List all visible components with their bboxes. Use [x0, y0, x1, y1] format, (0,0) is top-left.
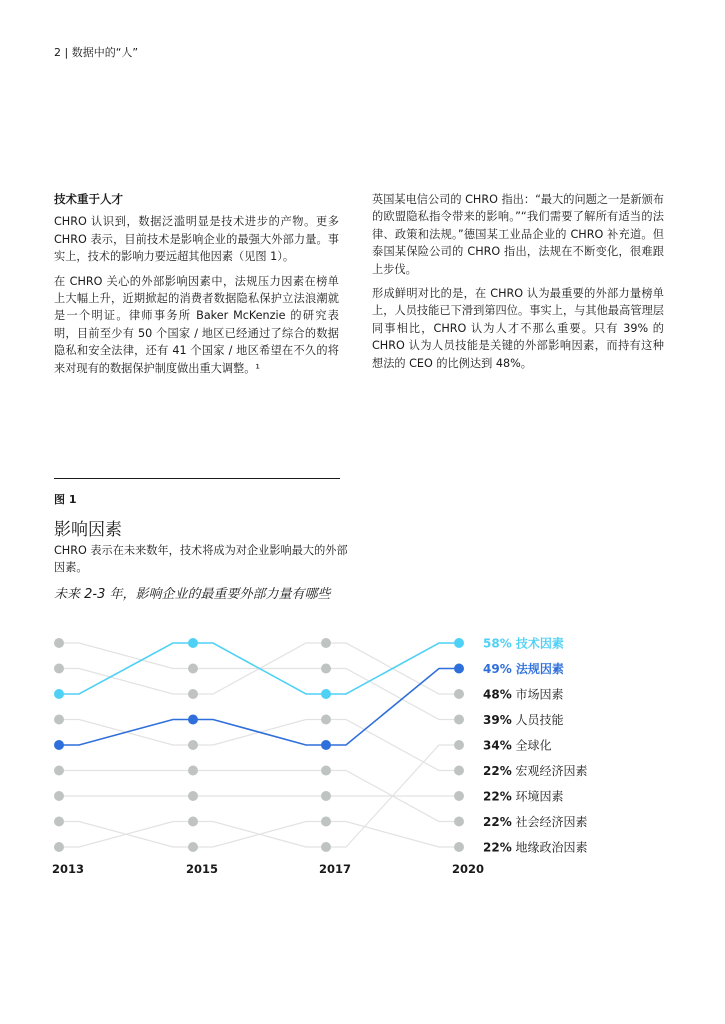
series-point-人员技能-2017	[321, 664, 331, 674]
right-paragraph-2: 形成鲜明对比的是，在 CHRO 认为最重要的外部力量榜单上，人员技能已下滑到第四位。事实上，与其他最高管理层同事相比，CHRO 认为人才不那么重要。只有 39% 的 CHRO 认为人员技能是关键的外部影响因素，而持有这种想法的 CEO 的比例达到 48%。	[372, 287, 664, 370]
series-point-市场因素-2013	[54, 664, 64, 674]
series-point-社会经济因素-2017	[321, 766, 331, 776]
legend-label-技术因素	[483, 636, 564, 651]
legend-label-法规因素	[483, 661, 564, 676]
legend-name: 全球化	[511, 738, 552, 753]
series-point-宏观经济因素-2020	[454, 766, 464, 776]
legend-label-社会经济因素	[483, 814, 588, 829]
legend-name: 社会经济因素	[511, 815, 588, 829]
series-line-法规因素	[59, 669, 459, 746]
series-point-法规因素-2017	[321, 740, 331, 750]
left-paragraph-1: CHRO 认识到，数据泛滥明显是技术进步的产物。更多 CHRO 表示，目前技术是影响企业的最强大外部力量。事实上，技术的影响力要远超其他因素（见图 1）。	[54, 215, 339, 264]
legend-percent: 22%	[483, 840, 512, 855]
series-point-法规因素-2013	[54, 740, 64, 750]
legend-percent: 58%	[483, 636, 512, 651]
legend-name: 环境因素	[511, 789, 564, 804]
chart-x-axis	[52, 862, 484, 876]
series-point-法规因素-2015	[188, 715, 198, 725]
legend-name: 技术因素	[511, 636, 564, 651]
legend-percent: 22%	[483, 764, 512, 778]
series-point-环境因素-2020	[454, 791, 464, 801]
chart-labels	[483, 636, 588, 855]
series-point-地缘政治因素-2017	[321, 817, 331, 827]
figure-label: 图 1	[54, 493, 77, 506]
figure-subtitle: 未来 2-3 年，影响企业的最重要外部力量有哪些	[54, 587, 331, 602]
legend-percent: 49%	[483, 662, 512, 676]
series-point-地缘政治因素-2020	[454, 842, 464, 852]
x-tick-2015: 2015	[185, 862, 219, 876]
legend-percent: 22%	[483, 789, 512, 804]
legend-label-全球化	[483, 738, 552, 753]
section-heading: 技术重于人才	[54, 192, 123, 206]
legend-percent: 34%	[483, 738, 512, 753]
x-tick-2013: 2013	[51, 862, 85, 876]
x-tick-2017: 2017	[318, 862, 352, 876]
series-point-人员技能-2015	[188, 664, 198, 674]
legend-name: 宏观经济因素	[511, 764, 588, 778]
chart-dots	[54, 638, 464, 852]
series-line-人员技能	[59, 643, 459, 720]
series-point-技术因素-2020	[454, 638, 464, 648]
legend-label-市场因素	[483, 687, 564, 702]
series-point-宏观经济因素-2015	[188, 740, 198, 750]
left-paragraph-2: 在 CHRO 关心的外部影响因素中，法规压力因素在榜单上大幅上升，近期掀起的消费者数据隐私保护立法浪潮就是一个明证。律师事务所 Baker McKenzie 的研究表明，目前至少有 50 个国家 / 地区已经通过了综合的数据隐私和安全法律，还有 41 个国家 / 地区希望在不久的将来对现有的数据保护制度做出重大调整。¹	[54, 274, 339, 375]
legend-label-地缘政治因素	[483, 840, 588, 855]
series-point-技术因素-2017	[321, 689, 331, 699]
legend-percent: 48%	[483, 687, 512, 702]
x-tick-2020: 2020	[451, 862, 485, 876]
figure-description: CHRO 表示在未来数年，技术将成为对企业影响最大的外部因素。	[54, 544, 348, 574]
series-point-全球化-2013	[54, 842, 64, 852]
series-line-技术因素	[59, 643, 459, 694]
series-point-市场因素-2017	[321, 638, 331, 648]
legend-name: 人员技能	[511, 713, 564, 727]
series-point-宏观经济因素-2013	[54, 715, 64, 725]
series-point-全球化-2020	[454, 740, 464, 750]
legend-label-宏观经济因素	[483, 763, 588, 778]
series-point-全球化-2015	[188, 817, 198, 827]
series-point-社会经济因素-2020	[454, 817, 464, 827]
right-paragraph-1: 英国某电信公司的 CHRO 指出：“最大的问题之一是新颁布的欧盟隐私指令带来的影响。”“我们需要了解所有适当的法律、政策和法规。”德国某工业品企业的 CHRO 补充道。但泰国某保险公司的 CHRO 指出，法规在不断变化，很难跟上步伐。	[372, 193, 664, 276]
series-point-环境因素-2017	[321, 791, 331, 801]
chart-lines	[59, 643, 459, 847]
series-point-市场因素-2015	[188, 689, 198, 699]
series-point-地缘政治因素-2015	[188, 842, 198, 852]
series-point-全球化-2017	[321, 842, 331, 852]
series-line-宏观经济因素	[59, 720, 459, 771]
legend-name: 法规因素	[511, 662, 564, 676]
series-point-技术因素-2013	[54, 689, 64, 699]
series-point-地缘政治因素-2013	[54, 817, 64, 827]
series-point-环境因素-2013	[54, 791, 64, 801]
series-point-社会经济因素-2015	[188, 766, 198, 776]
legend-percent: 22%	[483, 815, 512, 829]
legend-percent: 39%	[483, 713, 512, 727]
series-point-环境因素-2015	[188, 791, 198, 801]
series-point-法规因素-2020	[454, 664, 464, 674]
legend-name: 地缘政治因素	[511, 840, 588, 855]
series-point-人员技能-2020	[454, 715, 464, 725]
legend-label-人员技能	[483, 712, 564, 727]
running-header: 2 | 数据中的“人”	[54, 46, 139, 59]
series-point-社会经济因素-2013	[54, 766, 64, 776]
figure-title: 影响因素	[54, 520, 122, 540]
series-line-地缘政治因素	[59, 822, 459, 848]
legend-label-环境因素	[483, 789, 564, 804]
legend-name: 市场因素	[511, 687, 564, 702]
series-point-技术因素-2015	[188, 638, 198, 648]
series-point-人员技能-2013	[54, 638, 64, 648]
series-point-宏观经济因素-2017	[321, 715, 331, 725]
series-point-市场因素-2020	[454, 689, 464, 699]
